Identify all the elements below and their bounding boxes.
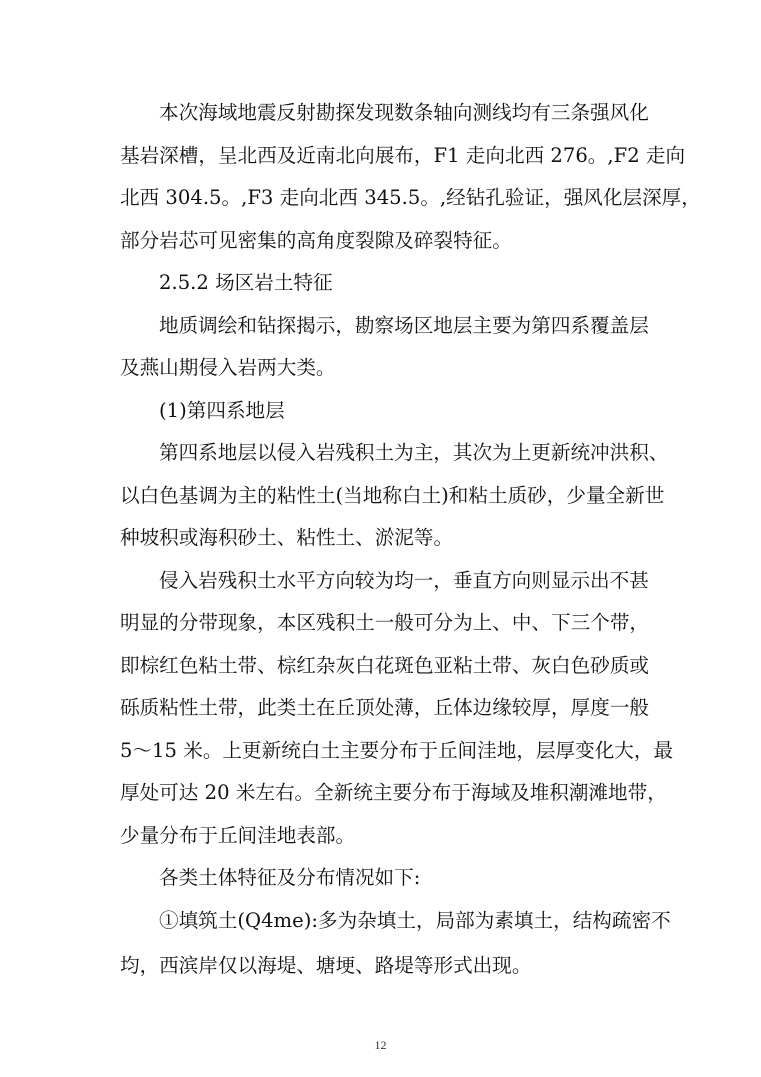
paragraph-line: 种坡积或海积砂土、粘性土、淤泥等。 — [120, 526, 454, 549]
paragraph-line: 及燕山期侵入岩两大类。 — [120, 356, 336, 379]
list-item-line: 均，西滨岸仅以海堤、塘埂、路堤等形式出现。 — [120, 954, 532, 977]
paragraph-line: 北西 304.5。,F3 走向北西 345.5。,经钻孔验证，强风化层深厚， — [120, 186, 701, 209]
page-number: 12 — [374, 1038, 387, 1052]
list-item-line: ①填筑土(Q4me):多为杂填土，局部为素填土，结构疏密不 — [159, 908, 671, 932]
subsection-heading: (1)第四系地层 — [159, 398, 285, 422]
body-text — [120, 92, 701, 988]
paragraph-line: 部分岩芯可见密集的高角度裂隙及碎裂特征。 — [120, 228, 512, 252]
paragraph-line: 侵入岩残积土水平方向较为均一，垂直方向则显示出不甚 — [159, 568, 649, 592]
paragraph-line: 各类土体特征及分布情况如下: — [159, 866, 421, 889]
paragraph-line: 即棕红色粘土带、棕红杂灰白花斑色亚粘土带、灰白色砂质或 — [120, 653, 650, 677]
paragraph-line: 基岩深槽，呈北西及近南北向展布，F1 走向北西 276。,F2 走向 — [120, 143, 686, 167]
paragraph-line: 砾质粘性土带，此类土在丘顶处薄，丘体边缘较厚，厚度一般 — [120, 696, 650, 719]
paragraph-line: 5～15 米。上更新统白土主要分布于丘间洼地，层厚变化大，最 — [120, 738, 674, 762]
paragraph-line: 地质调绘和钻探揭示，勘察场区地层主要为第四系覆盖层 — [159, 313, 649, 337]
section-heading: 2.5.2 场区岩土特征 — [159, 271, 333, 294]
paragraph-line: 少量分布于丘间洼地表部。 — [120, 823, 356, 847]
paragraph-line: 厚处可达 20 米左右。全新统主要分布于海域及堆积潮滩地带， — [120, 781, 667, 804]
paragraph-line: 本次海域地震反射勘探发现数条轴向测线均有三条强风化 — [159, 101, 649, 124]
paragraph-line: 明显的分带现象，本区残积土一般可分为上、中、下三个带， — [120, 611, 650, 634]
paragraph-line: 以白色基调为主的粘性土(当地称白土)和粘土质砂，少量全新世 — [120, 483, 665, 507]
paragraph-line: 第四系地层以侵入岩残积土为主，其次为上更新统冲洪积、 — [159, 441, 669, 464]
